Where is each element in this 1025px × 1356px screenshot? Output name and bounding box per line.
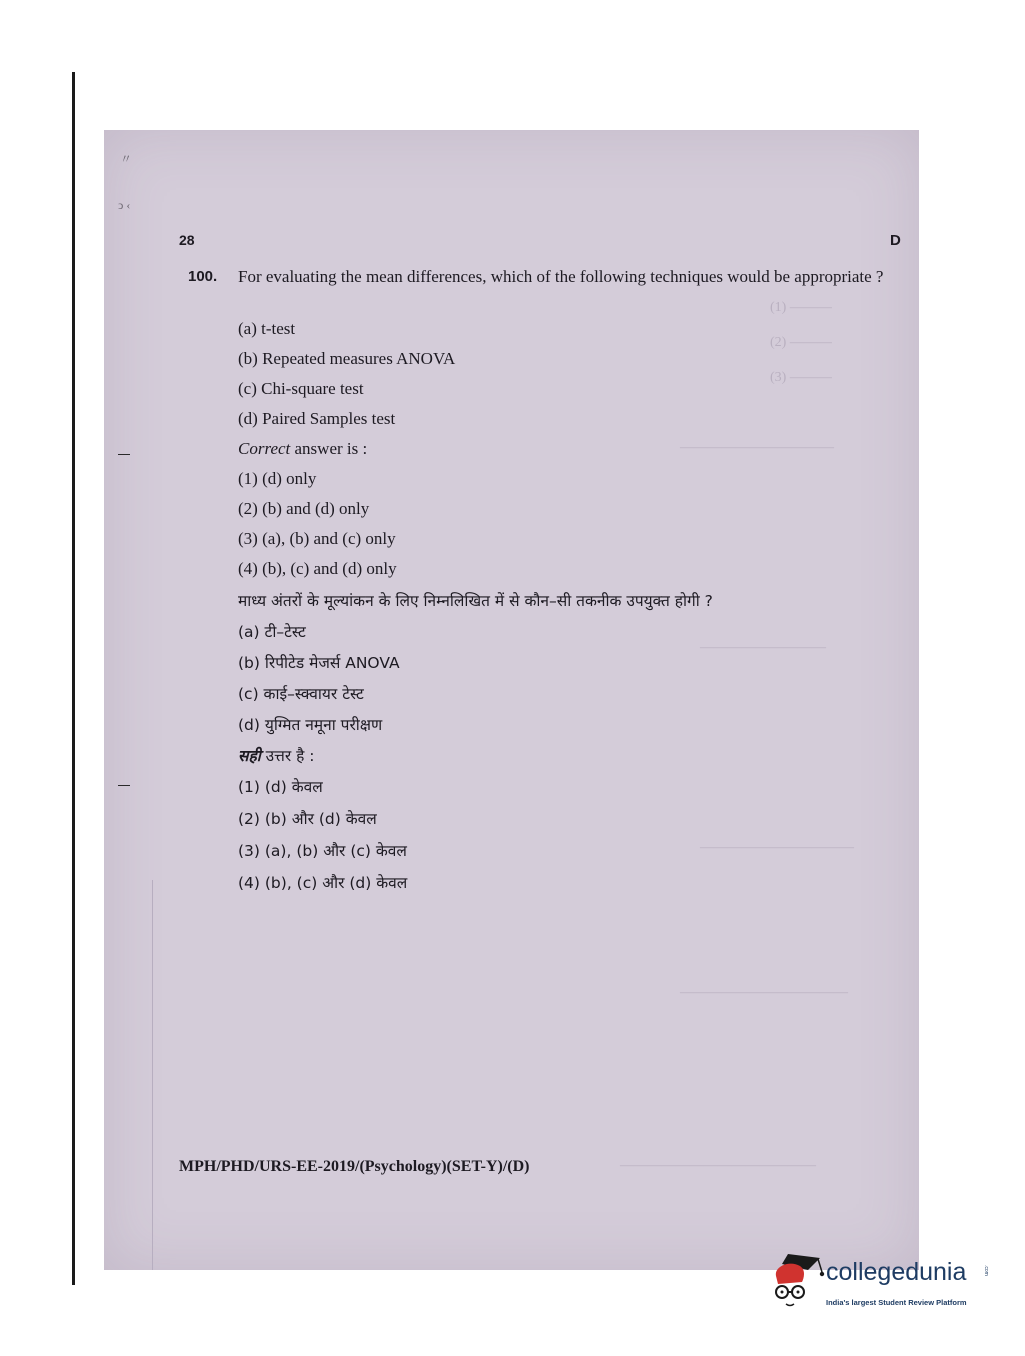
choice-4-hindi: (4) (b), (c) और (d) केवल: [238, 874, 408, 892]
show-through-mark: ———————————: [700, 840, 854, 855]
mascot-icon: [768, 1248, 826, 1314]
answer-prompt-rest-hindi: उत्तर है :: [260, 747, 315, 765]
paper-code-footer: MPH/PHD/URS-EE-2019/(Psychology)(SET-Y)/(D): [179, 1158, 530, 1175]
option-a-english: (a) t-test: [238, 319, 296, 338]
pencil-mark: ↄ ‹: [118, 198, 131, 212]
margin-tick: [118, 454, 130, 455]
choice-1-english: (1) (d) only: [238, 469, 317, 488]
show-through-mark: —————————: [700, 640, 826, 655]
question-number: 100.: [188, 268, 218, 285]
option-d-hindi: (d) युग्मित नमूना परीक्षण: [238, 716, 383, 734]
show-through-mark: (1) ———: [770, 300, 832, 315]
margin-tick: [118, 785, 130, 786]
page-number: 28: [179, 232, 195, 248]
option-c-hindi: (c) काई–स्क्वायर टेस्ट: [238, 685, 364, 703]
choice-4-english: (4) (b), (c) and (d) only: [238, 559, 397, 578]
logo-wordmark: collegedunia: [826, 1258, 967, 1286]
show-through-mark: ———————————: [680, 440, 834, 455]
answer-prompt-emphasis: Correct: [238, 439, 291, 458]
answer-prompt-hindi: [238, 745, 315, 767]
option-b-english: (b) Repeated measures ANOVA: [238, 349, 456, 368]
show-through-mark: (3) ———: [770, 370, 832, 385]
choice-2-hindi: (2) (b) और (d) केवल: [238, 810, 377, 828]
pencil-mark: 〃: [120, 152, 133, 166]
logo-tagline: India's largest Student Review Platform: [826, 1298, 967, 1307]
logo-domain-suffix: .com: [983, 1265, 989, 1276]
answer-prompt-emphasis-hindi: सही: [238, 747, 261, 765]
collegedunia-logo[interactable]: [768, 1248, 998, 1316]
choice-3-hindi: (3) (a), (b) और (c) केवल: [238, 842, 407, 860]
show-through-mark: (2) ———: [770, 335, 832, 350]
scan-edge: [72, 72, 75, 1285]
option-c-english: (c) Chi-square test: [238, 379, 364, 398]
choice-2-english: (2) (b) and (d) only: [238, 499, 370, 518]
set-letter: D: [890, 232, 901, 249]
question-text-english: For evaluating the mean differences, which of the following techniques would be appropriate ?: [238, 267, 884, 286]
choice-1-hindi: (1) (d) केवल: [238, 778, 323, 796]
answer-prompt-english: [238, 438, 367, 460]
choice-3-english: (3) (a), (b) and (c) only: [238, 529, 396, 548]
show-through-mark: ————————————: [680, 985, 848, 1000]
option-b-hindi: (b) रिपीटेड मेजर्स ANOVA: [238, 654, 400, 672]
answer-prompt-rest: answer is :: [290, 439, 368, 458]
margin-line: [152, 880, 153, 1270]
option-a-hindi: (a) टी–टेस्ट: [238, 623, 306, 641]
option-d-english: (d) Paired Samples test: [238, 409, 396, 428]
show-through-mark: ——————————————: [620, 1158, 816, 1173]
question-text-hindi: माध्य अंतरों के मूल्यांकन के लिए निम्नलिखित में से कौन–सी तकनीक उपयुक्त होगी ?: [238, 592, 713, 610]
